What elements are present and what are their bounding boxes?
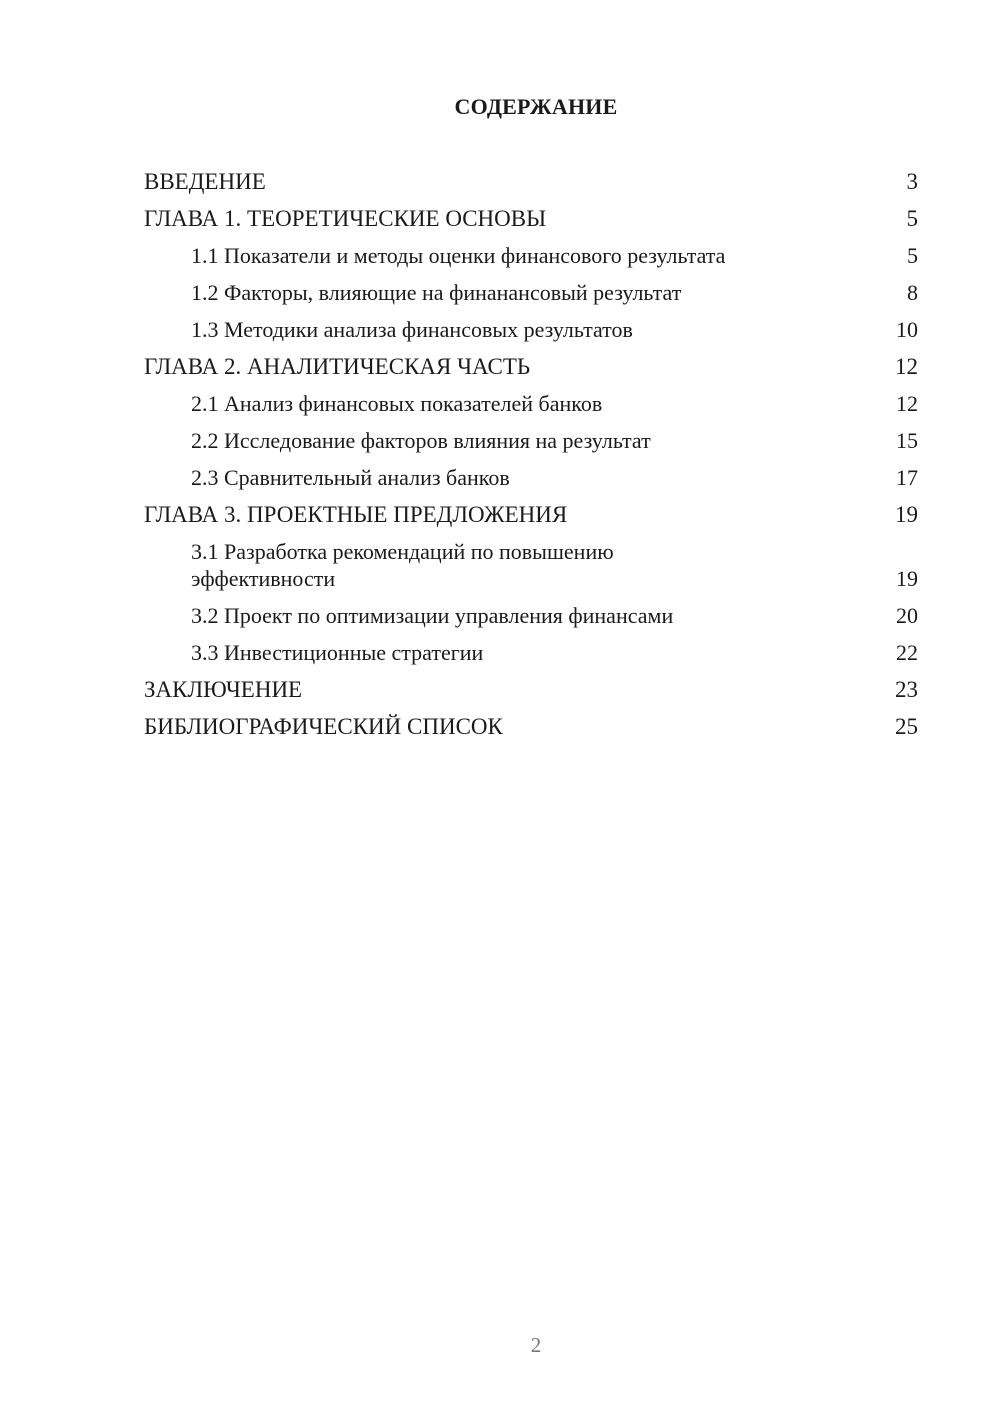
toc-entry-section-3-2[interactable] [144, 602, 918, 629]
toc-entry-page: 19 [896, 566, 918, 591]
toc-entry-label: ГЛАВА 3. ПРОЕКТНЫЕ ПРЕДЛОЖЕНИЯ [144, 502, 568, 527]
toc-entry-label: 2.2 Исследование факторов влияния на результат [191, 428, 651, 453]
toc-entry-label: 1.3 Методики анализа финансовых результатов [191, 317, 633, 342]
toc-entry-page: 12 [895, 354, 918, 379]
toc-entry-section-1-3[interactable] [144, 316, 918, 343]
page-title: СОДЕРЖАНИЕ [454, 94, 618, 119]
toc-entry-label: ГЛАВА 2. АНАЛИТИЧЕСКАЯ ЧАСТЬ [144, 354, 531, 379]
toc-entry-page: 20 [896, 603, 918, 628]
toc-entry-label: 3.3 Инвестиционные стратегии [191, 640, 484, 665]
toc-entry-label: 2.1 Анализ финансовых показателей банков [191, 391, 603, 416]
toc-entry-section-1-1[interactable] [144, 242, 918, 269]
toc-entry-page: 23 [895, 677, 918, 702]
toc-entry-label: ВВЕДЕНИЕ [144, 169, 266, 194]
toc-entry-conclusion[interactable] [144, 676, 918, 703]
toc-entry-page: 22 [896, 640, 918, 665]
toc-entry-section-3-3[interactable] [144, 639, 918, 666]
toc-entry-section-2-2[interactable] [144, 427, 918, 454]
toc-entry-label: 1.1 Показатели и методы оценки финансового результата [191, 243, 726, 268]
page-number: 2 [530, 1333, 542, 1357]
toc-entry-page: 17 [896, 465, 918, 490]
toc-entry-introduction[interactable] [144, 168, 918, 195]
toc-entry-chapter-2[interactable] [144, 353, 918, 380]
toc-entry-label: 3.2 Проект по оптимизации управления финансами [191, 603, 674, 628]
table-of-contents [144, 168, 918, 750]
toc-entry-label: 3.1 Разработка рекомендаций по повышению эффективности [191, 539, 614, 591]
toc-entry-label: ЗАКЛЮЧЕНИЕ [144, 677, 303, 702]
toc-entry-page: 3 [906, 169, 918, 194]
toc-entry-label: БИБЛИОГРАФИЧЕСКИЙ СПИСОК [144, 714, 503, 739]
toc-entry-label: 1.2 Факторы, влияющие на финанансовый результат [191, 280, 682, 305]
toc-entry-page: 5 [906, 206, 918, 231]
toc-entry-page: 8 [907, 280, 918, 305]
toc-entry-page: 19 [895, 502, 918, 527]
toc-entry-page: 12 [896, 391, 918, 416]
toc-entry-chapter-1[interactable] [144, 205, 918, 232]
toc-entry-bibliography[interactable] [144, 713, 918, 740]
toc-entry-page: 5 [907, 243, 918, 268]
toc-entry-section-2-1[interactable] [144, 390, 918, 417]
toc-entry-page: 15 [896, 428, 918, 453]
toc-entry-page: 25 [895, 714, 918, 739]
toc-entry-label: 2.3 Сравнительный анализ банков [191, 465, 510, 490]
toc-entry-page: 10 [896, 317, 918, 342]
toc-entry-chapter-3[interactable] [144, 501, 918, 528]
toc-entry-section-3-1[interactable] [144, 538, 918, 592]
toc-entry-label: ГЛАВА 1. ТЕОРЕТИЧЕСКИЕ ОСНОВЫ [144, 206, 547, 231]
toc-entry-section-1-2[interactable] [144, 279, 918, 306]
toc-entry-section-2-3[interactable] [144, 464, 918, 491]
